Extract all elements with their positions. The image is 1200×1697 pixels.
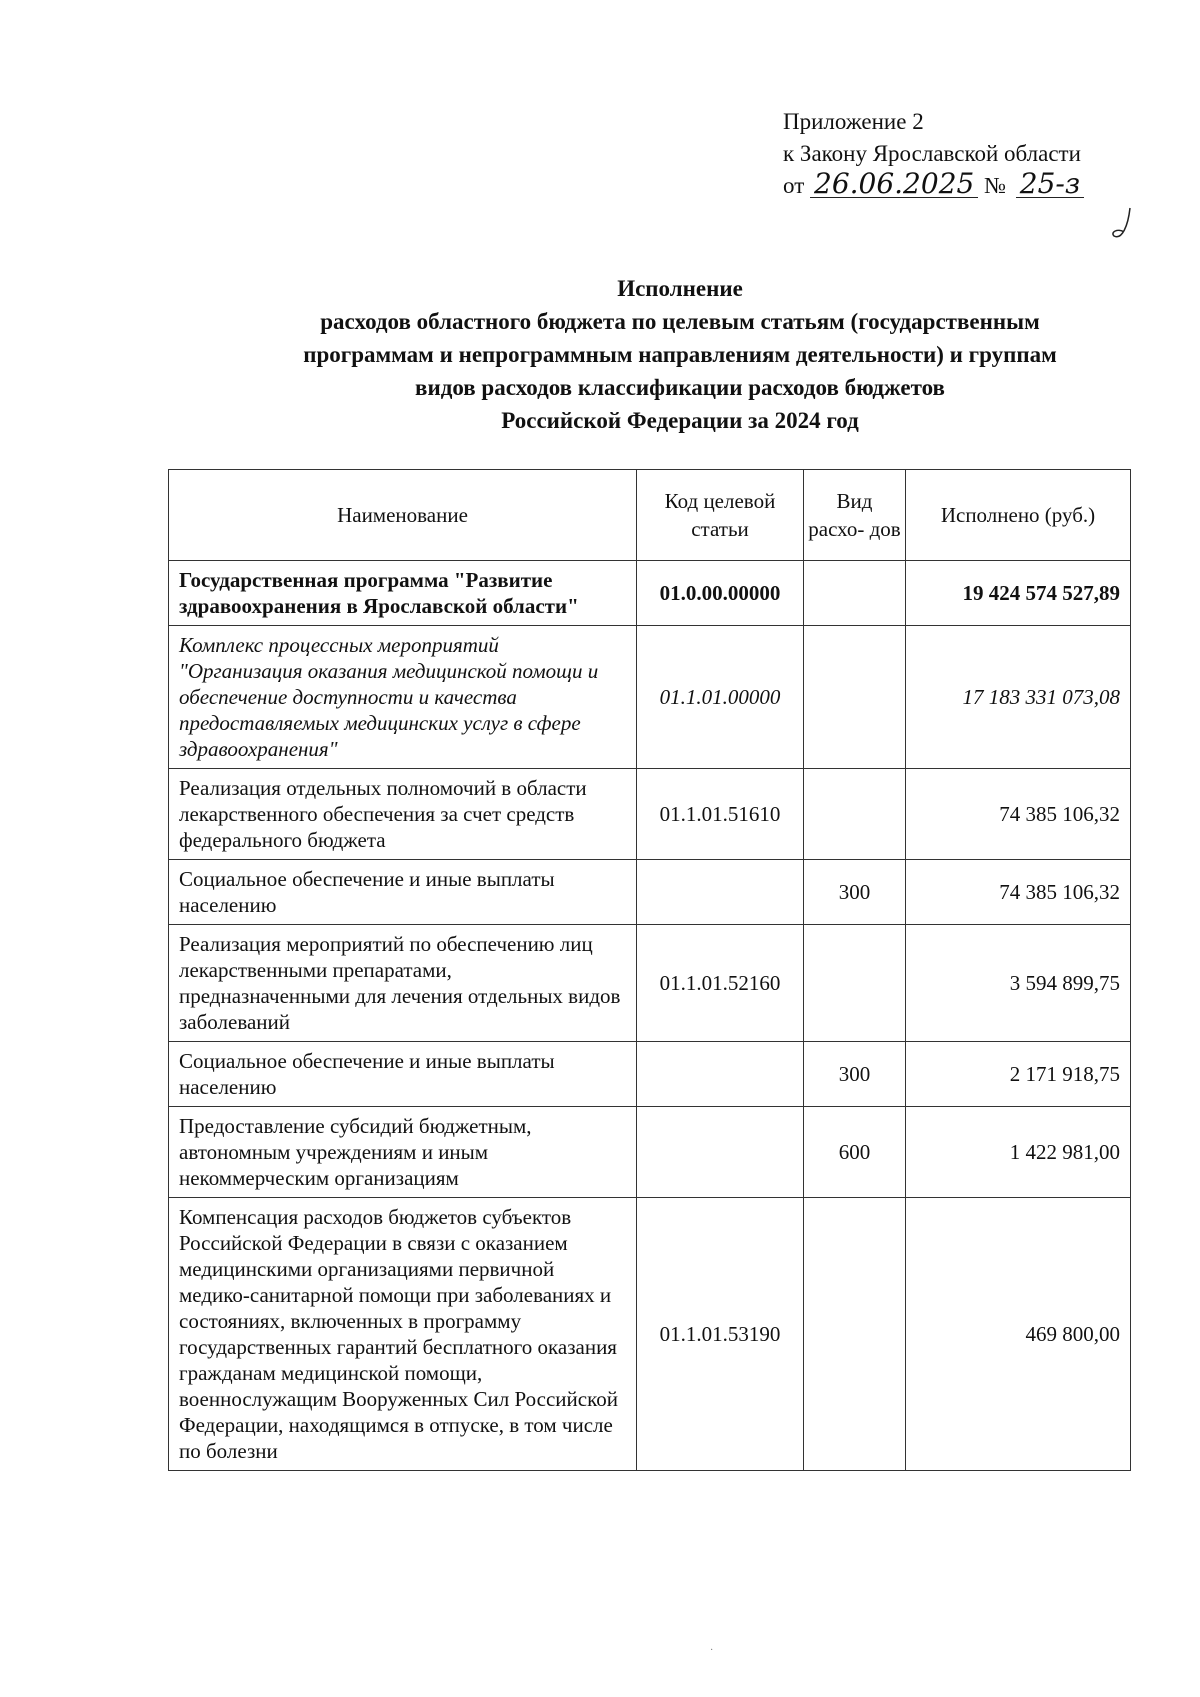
header-code: Код целевой статьи bbox=[637, 470, 804, 561]
date-prefix: от bbox=[783, 173, 805, 198]
row-type: 300 bbox=[804, 1042, 906, 1107]
row-amount: 17 183 331 073,08 bbox=[906, 626, 1131, 769]
table-row bbox=[169, 1107, 1131, 1198]
row-name: Комплекс процессных мероприятий "Организация оказания медицинской помощи и обеспечение доступности и качества предоставляемых медицинских услуг в сфере здравоохранения" bbox=[169, 626, 637, 769]
row-amount: 1 422 981,00 bbox=[906, 1107, 1131, 1198]
table-row bbox=[169, 561, 1131, 626]
table-header-row bbox=[169, 470, 1131, 561]
row-name: Реализация отдельных полномочий в области лекарственного обеспечения за счет средств федерального бюджета bbox=[169, 769, 637, 860]
row-type bbox=[804, 769, 906, 860]
row-type bbox=[804, 626, 906, 769]
number-label: № bbox=[984, 173, 1007, 198]
header-name: Наименование bbox=[169, 470, 637, 561]
row-name: Компенсация расходов бюджетов субъектов Российской Федерации в связи с оказанием медицинскими организациями первичной медико-санитарной помощи при заболеваниях и состояниях, включенных в программу государственных гарантий бесплатного оказания гражданам медицинской помощи, военнослужащим Вооруженных Сил Российской Федерации, находящимся в отпуске, в том числе по болезни bbox=[169, 1198, 637, 1471]
handwriting-stroke-icon bbox=[1110, 206, 1140, 246]
row-name: Реализация мероприятий по обеспечению лиц лекарственными препаратами, предназначенными для лечения отдельных видов заболеваний bbox=[169, 925, 637, 1042]
budget-table bbox=[168, 469, 1131, 1471]
appendix-block bbox=[783, 106, 1084, 202]
header-type: Вид расхо- дов bbox=[804, 470, 906, 561]
table-row bbox=[169, 860, 1131, 925]
row-code: 01.0.00.00000 bbox=[637, 561, 804, 626]
appendix-date-row bbox=[783, 167, 1084, 202]
handwritten-date: 26.06.2025 bbox=[810, 171, 978, 198]
table-row bbox=[169, 1198, 1131, 1471]
row-code: 01.1.01.53190 bbox=[637, 1198, 804, 1471]
document-title bbox=[150, 272, 1200, 437]
row-amount: 469 800,00 bbox=[906, 1198, 1131, 1471]
title-line-5: Российской Федерации за 2024 год bbox=[501, 408, 859, 433]
row-code: 01.1.01.52160 bbox=[637, 925, 804, 1042]
row-code: 01.1.01.00000 bbox=[637, 626, 804, 769]
row-type bbox=[804, 925, 906, 1042]
title-line-1: Исполнение bbox=[617, 276, 743, 301]
table-row bbox=[169, 925, 1131, 1042]
row-code bbox=[637, 860, 804, 925]
title-line-4: видов расходов классификации расходов бюджетов bbox=[415, 375, 945, 400]
row-amount: 2 171 918,75 bbox=[906, 1042, 1131, 1107]
header-amount: Исполнено (руб.) bbox=[906, 470, 1131, 561]
row-name: Социальное обеспечение и иные выплаты населению bbox=[169, 1042, 637, 1107]
title-line-3: программам и непрограммным направлениям деятельности) и группам bbox=[303, 342, 1057, 367]
table-row bbox=[169, 1042, 1131, 1107]
appendix-line-1: Приложение 2 bbox=[783, 109, 924, 134]
row-type: 300 bbox=[804, 860, 906, 925]
appendix-line-2: к Закону Ярославской области bbox=[783, 141, 1081, 166]
row-type bbox=[804, 1198, 906, 1471]
table-row bbox=[169, 626, 1131, 769]
row-type bbox=[804, 561, 906, 626]
table-row bbox=[169, 769, 1131, 860]
row-name: Социальное обеспечение и иные выплаты населению bbox=[169, 860, 637, 925]
row-code: 01.1.01.51610 bbox=[637, 769, 804, 860]
row-amount: 3 594 899,75 bbox=[906, 925, 1131, 1042]
row-amount: 19 424 574 527,89 bbox=[906, 561, 1131, 626]
row-name: Государственная программа "Развитие здравоохранения в Ярославской области" bbox=[169, 561, 637, 626]
row-code bbox=[637, 1042, 804, 1107]
title-line-2: расходов областного бюджета по целевым статьям (государственным bbox=[320, 309, 1040, 334]
row-name: Предоставление субсидий бюджетным, автономным учреждениям и иным некоммерческим организациям bbox=[169, 1107, 637, 1198]
handwritten-number: 25-з bbox=[1016, 171, 1084, 198]
row-type: 600 bbox=[804, 1107, 906, 1198]
scan-speck: · bbox=[710, 1645, 714, 1656]
row-amount: 74 385 106,32 bbox=[906, 860, 1131, 925]
row-amount: 74 385 106,32 bbox=[906, 769, 1131, 860]
row-code bbox=[637, 1107, 804, 1198]
